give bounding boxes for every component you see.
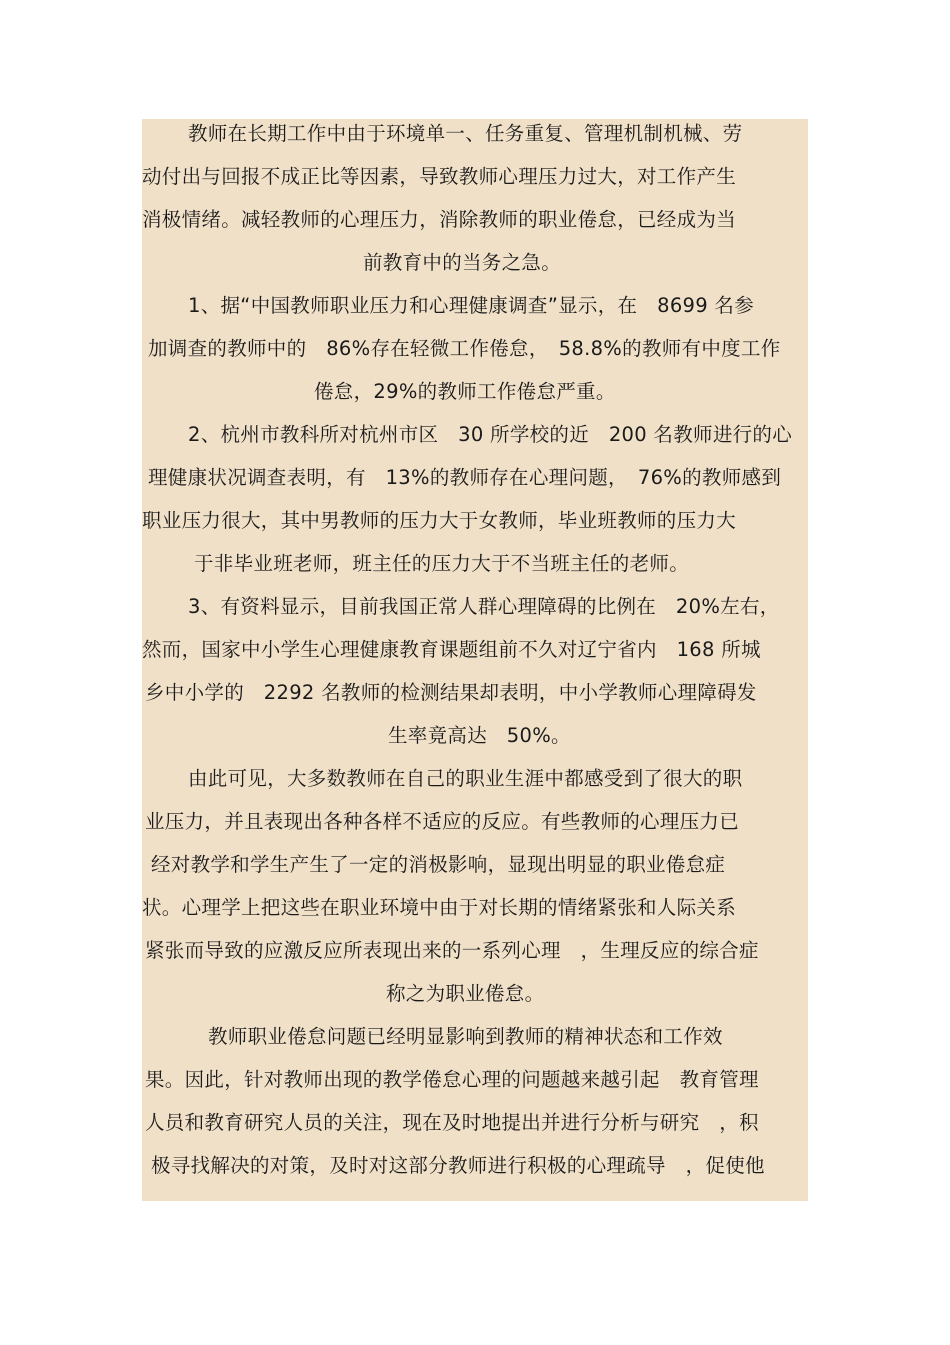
text-line-18: 经对教学和学生产生了一定的消极影响，显现出明显的职业倦怠症	[151, 853, 726, 876]
text-line-19: 状。心理学上把这些在职业环境中由于对长期的情绪紧张和人际关系	[142, 896, 737, 919]
text-line-5: 1、据“中国教师职业压力和心理健康调查”显示，在 8699 名参	[188, 294, 755, 317]
text-line-17: 业压力，并且表现出各种各样不适应的反应。有些教师的心理压力已	[145, 810, 740, 833]
text-line-23: 果。因此，针对教师出现的教学倦怠心理的问题越来越引起 教育管理	[145, 1068, 759, 1091]
text-line-7: 倦怠，29%的教师工作倦怠严重。	[314, 380, 616, 403]
text-line-22: 教师职业倦怠问题已经明显影响到教师的精神状态和工作效	[208, 1025, 723, 1048]
text-line-6: 加调查的教师中的 86%存在轻微工作倦怠， 58.8%的教师有中度工作	[148, 337, 781, 360]
text-line-4: 前教育中的当务之急。	[363, 251, 562, 274]
text-line-21: 称之为职业倦怠。	[386, 982, 545, 1005]
text-line-8: 2、杭州市教科所对杭州市区 30 所学校的近 200 名教师进行的心	[188, 423, 793, 446]
text-line-16: 由此可见，大多数教师在自己的职业生涯中都感受到了很大的职	[188, 767, 743, 790]
text-line-14: 乡中小学的 2292 名教师的检测结果却表明，中小学教师心理障碍发	[145, 681, 757, 704]
text-line-20: 紧张而导致的应激反应所表现出来的一系列心理 ，生理反应的综合症	[145, 939, 759, 962]
text-line-13: 然而，国家中小学生心理健康教育课题组前不久对辽宁省内 168 所城	[142, 638, 761, 661]
text-line-2: 动付出与回报不成正比等因素，导致教师心理压力过大，对工作产生	[142, 165, 737, 188]
text-line-3: 消极情绪。减轻教师的心理压力，消除教师的职业倦怠，已经成为当	[142, 208, 737, 231]
text-line-15: 生率竟高达 50%。	[388, 724, 571, 747]
document-text-block	[142, 119, 808, 1201]
text-line-25: 极寻找解决的对策，及时对这部分教师进行积极的心理疏导 ，促使他	[151, 1154, 765, 1177]
text-line-12: 3、有资料显示，目前我国正常人群心理障碍的比例在 20%左右，	[188, 595, 780, 618]
text-line-11: 于非毕业班老师，班主任的压力大于不当班主任的老师。	[194, 552, 690, 575]
text-line-24: 人员和教育研究人员的关注，现在及时地提出并进行分析与研究 ，积	[145, 1111, 759, 1134]
text-line-1: 教师在长期工作中由于环境单一、任务重复、管理机制机械、劳	[188, 122, 743, 145]
text-line-9: 理健康状况调查表明，有 13%的教师存在心理问题， 76%的教师感到	[148, 466, 782, 489]
text-line-10: 职业压力很大，其中男教师的压力大于女教师，毕业班教师的压力大	[142, 509, 737, 532]
